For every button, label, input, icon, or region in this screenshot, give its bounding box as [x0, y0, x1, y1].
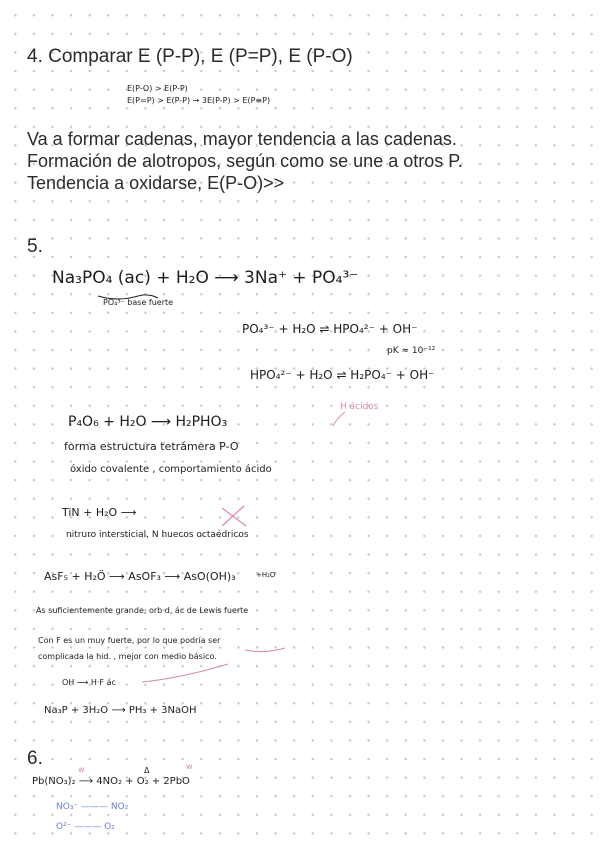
p4o6-reaction: P₄O₆ + H₂O ⟶ H₂PHO₃	[68, 414, 228, 430]
q4-note-line1: E(P-O) > E(P-P)	[127, 84, 188, 93]
q4-heading: 4. Comparar E (P-P), E (P=P), E (P-O)	[27, 46, 353, 67]
pk-note: pK ≈ 10⁻¹²	[387, 346, 436, 356]
o-line: O²⁻ ——— O₂	[56, 822, 115, 832]
p4o6-note-2: óxido covalente , comportamiento ácido	[70, 464, 272, 475]
na3po4-reaction: Na₃PO₄ (ac) + H₂O ⟶ 3Na⁺ + PO₄³⁻	[52, 268, 359, 288]
pink-arrow-h-acidos	[333, 412, 345, 426]
pink-cross-line1	[222, 508, 246, 526]
as-note: As suficientemente grande, orb d, ác de Lewis fuerte	[36, 606, 249, 615]
pink-cross-line2	[222, 506, 244, 526]
asf5-reaction: AsF₅ + H₂Ö ⟶ AsOF₃ ⟶ AsO(OH)₃	[44, 570, 236, 583]
pbno3-reaction: Pb(NO₃)₂ ⟶ 4NO₂ + O₂ + 2PbO	[32, 776, 190, 787]
con-f-line1: Con F es un muy fuerte, por lo que podría ser	[38, 636, 221, 645]
con-f-line2: complicada la hid. , mejor con medio básico.	[38, 652, 217, 661]
pink-underline-basico	[245, 648, 285, 652]
h-acidos-note: H ácidos	[340, 402, 379, 412]
q4-paragraph-line2: Formación de alotropos, según como se une a otros P.	[27, 151, 463, 171]
w-mark-1: w	[78, 765, 85, 774]
base-note: PO₄³⁻ base fuerte	[103, 298, 174, 307]
no3-line: NO₃⁻ ——— NO₂	[56, 802, 129, 812]
q5-heading: 5.	[27, 236, 43, 257]
equilibrium-2: HPO₄²⁻ + H₂O ⇌ H₂PO₄⁻ + OH⁻	[250, 368, 435, 382]
tin-reaction: TiN + H₂O ⟶	[62, 506, 137, 519]
heat-symbol: Δ	[144, 766, 150, 775]
q4-paragraph	[27, 128, 463, 194]
over-arrow-label: +H₂O	[256, 571, 276, 579]
tin-note: nitruro intersticial, N huecos octaédricos	[66, 530, 249, 540]
q6-heading: 6.	[27, 748, 43, 769]
p4o6-note-1: forma estructura tetrámera P-O	[64, 440, 239, 453]
q4-paragraph-line3: Tendencia a oxidarse, E(P-O)>>	[27, 173, 285, 193]
q4-note-line2: E(P=P) > E(P-P) → 3E(P-P) > E(P≡P)	[127, 96, 271, 105]
w-mark-2: w	[186, 762, 193, 771]
equilibrium-1: PO₄³⁻ + H₂O ⇌ HPO₄²⁻ + OH⁻	[242, 322, 418, 336]
q4-paragraph-line1: Va a formar cadenas, mayor tendencia a las cadenas.	[27, 129, 457, 149]
oh-hf-note: OH ⟶ H·F ác	[62, 678, 116, 687]
pink-arrow-oh	[142, 664, 228, 682]
na3p-reaction: Na₃P + 3H₂O ⟶ PH₃ + 3NaOH	[44, 705, 197, 716]
